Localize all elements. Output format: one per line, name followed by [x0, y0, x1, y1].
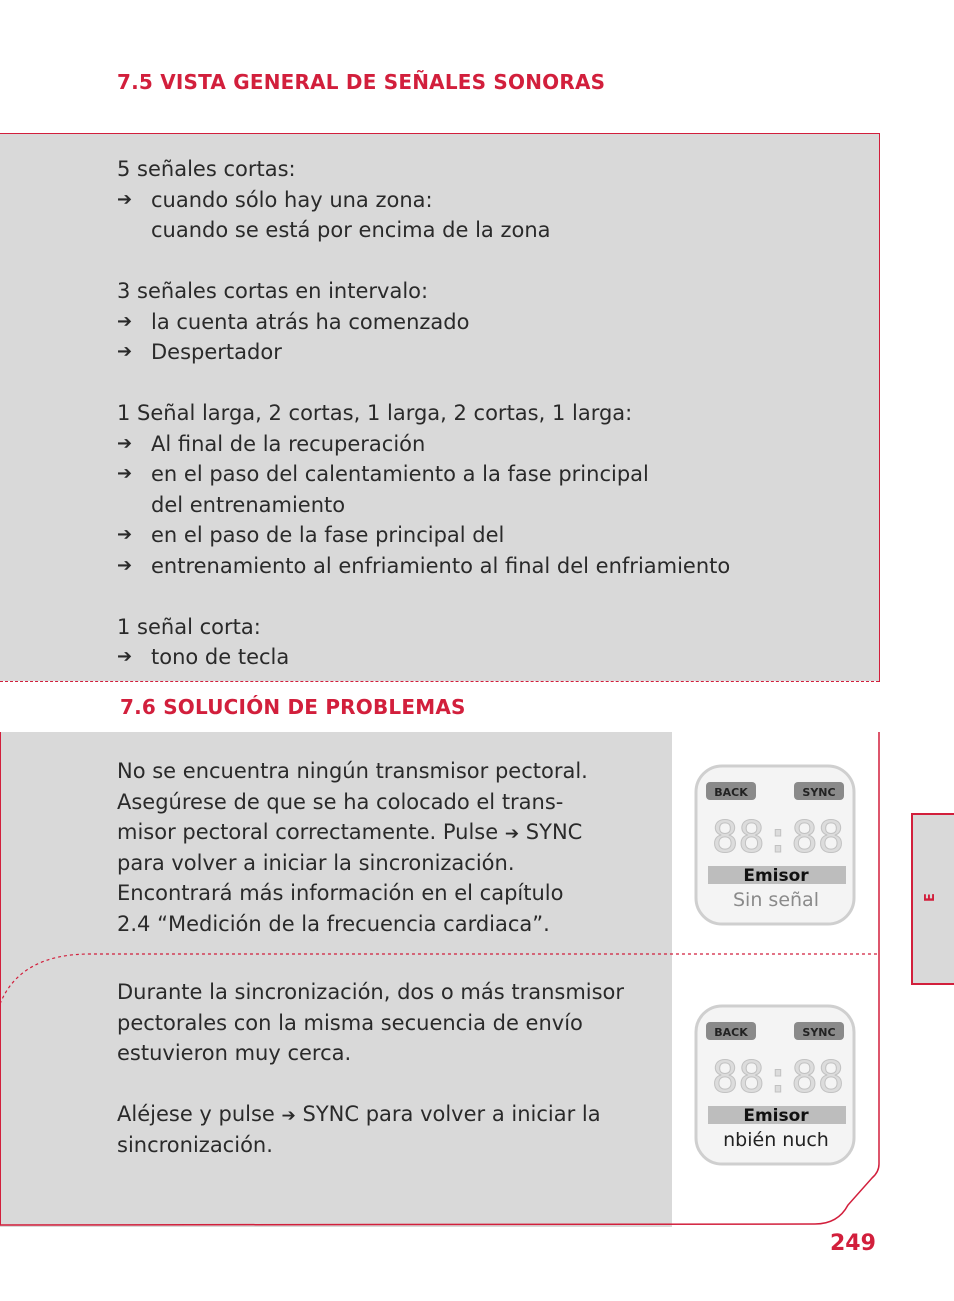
signal-item	[117, 307, 730, 338]
problem-2-action-text: Aléjese y pulse	[117, 1102, 275, 1126]
signal-item	[117, 459, 730, 490]
troubleshooting-section	[0, 732, 880, 1227]
arrow-right-icon: ➔	[117, 463, 133, 484]
back-badge: BACK	[714, 786, 748, 799]
problem-1-line-text: misor pectoral correctamente. Pulse	[117, 820, 499, 844]
problem-1-line: 2.4 “Medición de la frecuencia cardiaca”.	[117, 911, 550, 936]
signal-group-title: 1 Señal larga, 2 cortas, 1 larga, 2 cortas, 1 larga:	[117, 401, 633, 425]
signal-item-text: Al final de la recuperación	[151, 431, 426, 456]
problem-1-line	[117, 817, 588, 848]
signal-group-title: 5 señales cortas:	[117, 157, 296, 181]
sync-label: SYNC	[525, 820, 583, 844]
signal-group-title: 3 señales cortas en intervalo:	[117, 279, 429, 303]
signal-item	[117, 642, 730, 673]
signal-item-text: en el paso del calentamiento a la fase principal	[151, 462, 649, 486]
arrow-right-icon: ➔	[117, 646, 133, 667]
problem-2-action-text: SYNC para volver a iniciar la	[302, 1102, 601, 1126]
problem-1-line: para volver a iniciar la sincronización.	[117, 850, 515, 875]
problem-2-line: sincronización.	[117, 1132, 273, 1157]
language-tab-label: E	[922, 893, 938, 902]
signal-item-text: la cuenta atrás ha comenzado	[151, 309, 470, 334]
signal-item	[117, 520, 730, 551]
section-7-5-heading: 7.5 VISTA GENERAL DE SEÑALES SONORAS	[117, 70, 606, 94]
problem-1-line: Encontrará más información en el capítulo	[117, 881, 564, 905]
problem-1-line: No se encuentra ningún transmisor pectoral.	[117, 759, 588, 783]
sync-badge: SYNC	[802, 786, 836, 799]
signal-item	[117, 551, 730, 582]
arrow-right-icon: ➔	[117, 188, 133, 210]
arrow-right-icon: ➔	[117, 554, 133, 576]
arrow-right-icon: ➔	[281, 1106, 296, 1126]
status-label: nbién nuch	[723, 1129, 829, 1151]
segment-digits: 88:88	[711, 1052, 845, 1103]
signal-item-text: Despertador	[151, 340, 282, 364]
arrow-right-icon: ➔	[504, 824, 520, 844]
signal-item-text: entrenamiento al enfriamiento al final del enfriamiento	[151, 553, 731, 578]
problem-2-line	[117, 1099, 624, 1130]
signal-item	[117, 429, 730, 460]
emisor-label: Emisor	[743, 1106, 809, 1126]
language-tab	[911, 813, 954, 985]
segment-digits: 88:88	[711, 812, 845, 863]
problem-2-line: pectorales con la misma secuencia de envío	[117, 1010, 583, 1035]
section-7-6-heading: 7.6 SOLUCIÓN DE PROBLEMAS	[120, 695, 466, 719]
watch-display-too-close	[690, 1000, 860, 1170]
problem-1-line: Asegúrese de que se ha colocado el trans-	[117, 789, 564, 814]
signal-group-title: 1 señal corta:	[117, 614, 261, 639]
status-label: Sin señal	[733, 889, 819, 911]
arrow-right-icon: ➔	[117, 524, 133, 545]
problem-2-line: Durante la sincronización, dos o más transmisor	[117, 980, 625, 1004]
emisor-label: Emisor	[743, 866, 809, 886]
problem-2-line: estuvieron muy cerca.	[117, 1041, 352, 1065]
problem-2-text	[117, 977, 624, 1160]
signal-item-continuation: cuando se está por encima de la zona	[151, 218, 551, 242]
signal-item-text: tono de tecla	[151, 645, 290, 669]
arrow-right-icon: ➔	[117, 310, 133, 332]
sync-badge: SYNC	[802, 1026, 836, 1039]
signal-item-text: cuando sólo hay una zona:	[151, 187, 433, 212]
back-badge: BACK	[714, 1026, 748, 1039]
signal-item-text: en el paso de la fase principal del	[151, 523, 505, 547]
arrow-right-icon: ➔	[117, 432, 133, 454]
page-number: 249	[830, 1231, 876, 1256]
signal-item	[117, 337, 730, 368]
signal-item	[117, 185, 730, 216]
problem-1-text	[117, 756, 588, 939]
beep-signals-list	[117, 154, 730, 673]
signal-item-continuation: del entrenamiento	[151, 492, 346, 517]
arrow-right-icon: ➔	[117, 341, 133, 362]
watch-display-no-signal	[690, 760, 860, 930]
